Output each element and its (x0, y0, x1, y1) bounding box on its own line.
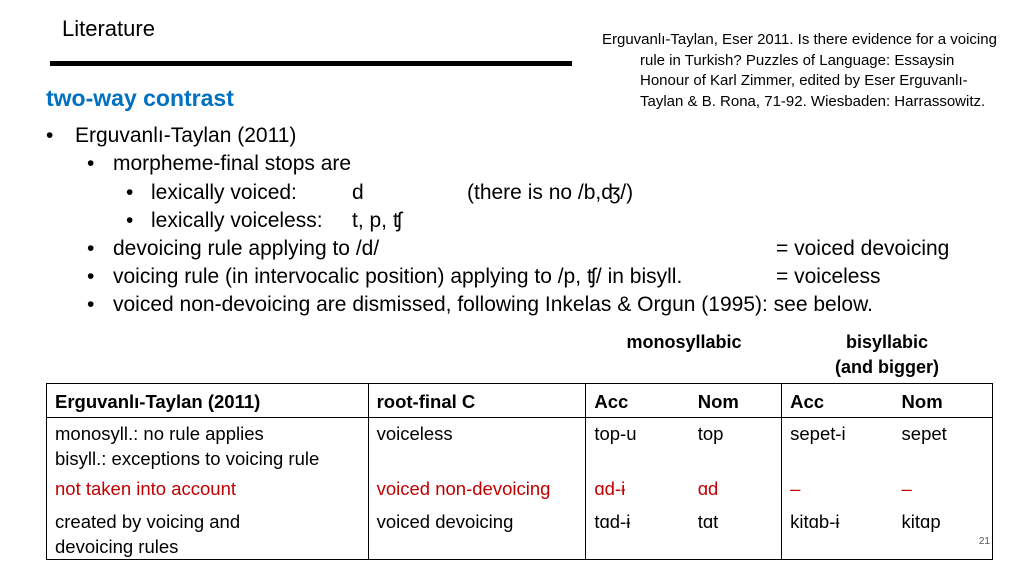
bi-nom-cell: – (894, 471, 993, 501)
voicing-table (46, 383, 993, 560)
bi-acc-cell: sepet-i (782, 418, 894, 472)
header-cell: Acc (586, 384, 690, 418)
header-cell: Nom (894, 384, 993, 418)
row-description-line: bisyll.: exceptions to voicing rule (55, 448, 320, 469)
page-number: 21 (978, 536, 990, 547)
group-monosyllabic: monosyllabic (626, 332, 742, 352)
table-row (47, 418, 993, 472)
bullet-devoicing (87, 237, 950, 261)
bullet-dot-icon: • (46, 124, 54, 147)
row-description-line: devoicing rules (55, 536, 179, 557)
bullet-dot-icon: • (87, 237, 95, 260)
voiced-note: (there is no /b,ʤ/) (467, 181, 634, 204)
mono-acc-cell: tɑd-ɨ (586, 501, 690, 560)
row-description (47, 501, 369, 560)
row-description (47, 418, 369, 472)
bullet-voicing (87, 265, 881, 289)
bullet-voiceless (126, 209, 402, 233)
root-final-c-cell: voiceless (368, 418, 586, 472)
header-cell: Nom (690, 384, 782, 418)
header-cell: root-final C (368, 384, 586, 418)
bullet-stops (87, 152, 352, 176)
bullet-dot-icon: • (87, 152, 95, 175)
bullet-dot-icon: • (126, 181, 134, 204)
row-description-line: created by voicing and (55, 511, 241, 532)
bi-acc-cell: kitɑb-ɨ (782, 501, 894, 560)
mono-nom-cell: tɑt (690, 501, 782, 560)
voicing-equation: = voiceless (776, 265, 881, 288)
header-cell: Erguvanlı-Taylan (2011) (47, 384, 369, 418)
section-subtitle: two-way contrast (46, 85, 234, 111)
bi-acc-cell: – (782, 471, 894, 501)
bullet-text: devoicing rule applying to /d/ (113, 237, 380, 260)
bullet-text: voiced non-devoicing are dismissed, following Inkelas & Orgun (1995): see below. (113, 293, 873, 316)
mono-acc-cell: ɑd-ɨ (586, 471, 690, 501)
title-divider (50, 61, 572, 66)
voiced-value: d (352, 181, 364, 204)
mono-acc-cell: top-u (586, 418, 690, 472)
bullet-level1 (46, 124, 297, 148)
bullet-text: Erguvanlı-Taylan (2011) (75, 124, 297, 147)
bullet-dot-icon: • (126, 209, 134, 232)
mono-nom-cell: ɑd (690, 471, 782, 501)
root-final-c-cell: voiced devoicing (368, 501, 586, 560)
slide-title: Literature (62, 16, 155, 41)
devoicing-equation: = voiced devoicing (776, 237, 950, 260)
bullet-dismissed (87, 293, 873, 317)
bullet-text: voicing rule (in intervocalic position) applying to /p, ʧ/ in bisyll. (113, 265, 683, 288)
bi-nom-cell: sepet (894, 418, 993, 472)
group-bisyllabic-line2: (and bigger) (835, 357, 939, 377)
mono-nom-cell: top (690, 418, 782, 472)
table-row (47, 501, 993, 560)
header-cell: Acc (782, 384, 894, 418)
row-description: not taken into account (47, 471, 369, 501)
table-header-row (47, 384, 993, 418)
row-description-line: monosyll.: no rule applies (55, 423, 264, 444)
bullet-voiced (126, 181, 634, 205)
voiceless-label: lexically voiceless: (151, 209, 323, 232)
voiced-label: lexically voiced: (151, 181, 297, 204)
group-bisyllabic-line1: bisyllabic (845, 332, 929, 352)
bi-nom-cell: kitɑp (894, 501, 993, 560)
root-final-c-cell: voiced non-devoicing (368, 471, 586, 501)
reference-citation: Erguvanlı-Taylan, Eser 2011. Is there evidence for a voicing rule in Turkish? Puzzles of Language: Essaysin Honour of Karl Zimmer, edited by Eser Erguvanlı-Taylan & B. Rona, 71-92. Wiesbaden: Harrassowitz. (602, 31, 997, 110)
bullet-dot-icon: • (87, 265, 95, 288)
voiceless-value: t, p, ʧ (352, 209, 402, 232)
bullet-dot-icon: • (87, 293, 95, 316)
group-bisyllabic (782, 330, 992, 380)
table-row (47, 471, 993, 501)
bullet-text: morpheme-final stops are (113, 152, 352, 175)
